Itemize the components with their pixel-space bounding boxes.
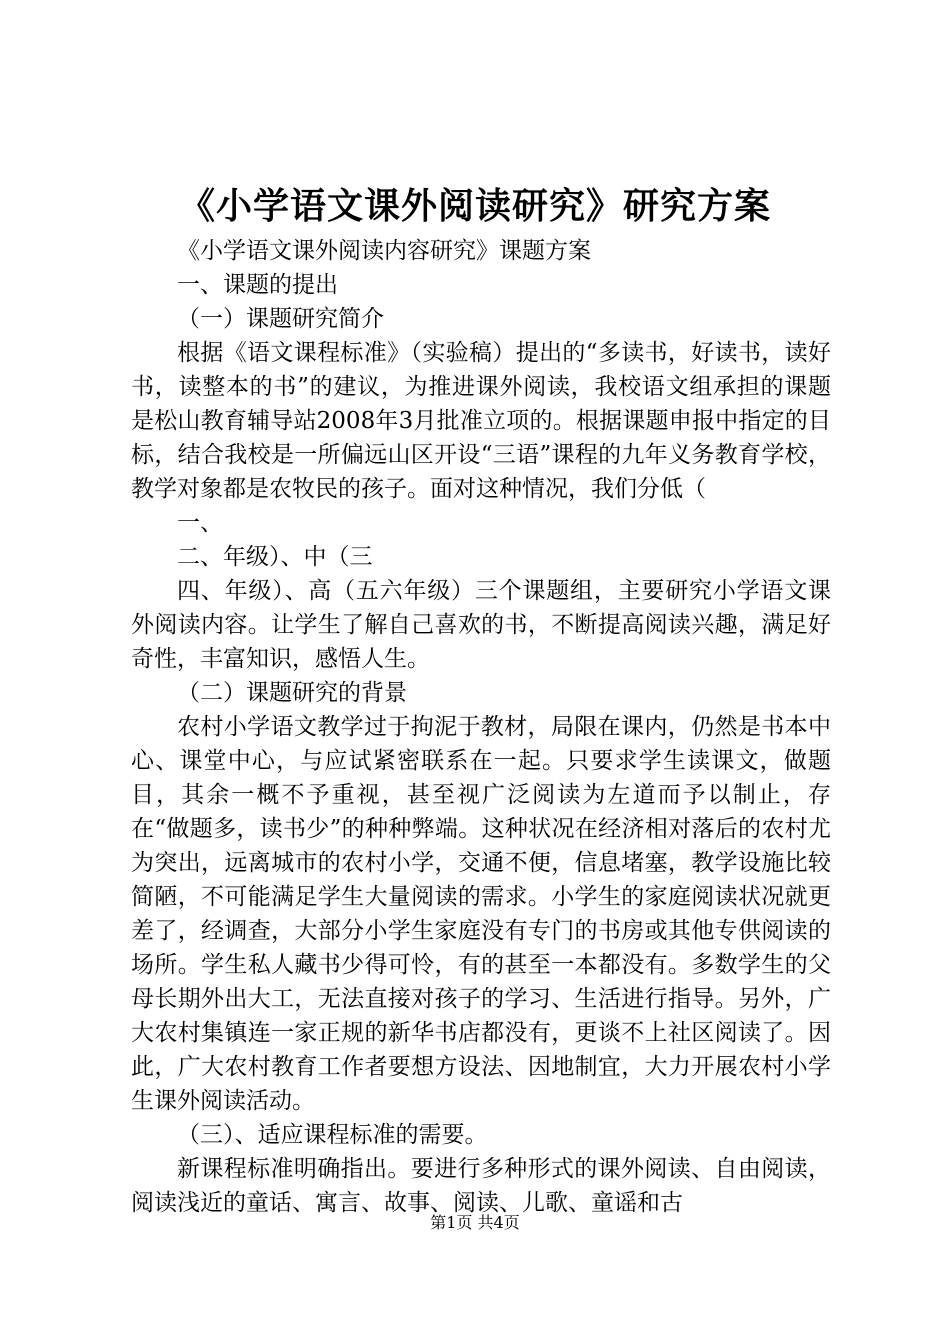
paragraph-fragment-1: 一、 (177, 510, 223, 536)
paragraph-intro: 根据《语文课程标准》（实验稿）提出的“多读书，好读书，读好书，读整本的书”的建议，为推进课外阅读，我校语文组承担的课题是松山教育辅导站2008年3月批准立项的。根据课题申报中指定的目标，结合我校是一所偏远山区开设“三语”课程的九年义务教育学校，教学对象都是农牧民的孩子。面对这种情况，我们分低（ (131, 340, 831, 502)
plan-subtitle: 《小学语文课外阅读内容研究》课题方案 (177, 238, 591, 264)
page-footer: 第1页 共4页 (430, 1213, 520, 1232)
subsection-heading-3: （三）、适应课程标准的需要。 (177, 1122, 488, 1148)
paragraph-groups: 四、年级）、高（五六年级）三个课题组，主要研究小学语文课外阅读内容。让学生了解自己喜欢的书，不断提高阅读兴趣，满足好奇性，丰富知识，感悟人生。 (131, 578, 831, 672)
document-body (131, 234, 831, 1220)
section-heading-1: 一、课题的提出 (177, 272, 338, 298)
subsection-heading-1: （一）课题研究简介 (177, 306, 384, 332)
document-title: 《小学语文课外阅读研究》研究方案 (178, 185, 771, 227)
paragraph-fragment-2: 二、年级）、中（三 (177, 544, 373, 570)
subsection-heading-2: （二）课题研究的背景 (177, 680, 407, 706)
paragraph-standards: 新课程标准明确指出。要进行多种形式的课外阅读、自由阅读，阅读浅近的童话、寓言、故事、阅读、儿歌、童谣和古 (131, 1156, 831, 1216)
paragraph-background: 农村小学语文教学过于拘泥于教材，局限在课内，仍然是书本中心、课堂中心，与应试紧密联系在一起。只要求学生读课文，做题目，其余一概不予重视，甚至视广泛阅读为左道而予以制止，存在“做题多，读书少”的种种弊端。这种状况在经济相对落后的农村尤为突出，远离城市的农村小学，交通不便，信息堵塞，教学设施比较简陋，不可能满足学生大量阅读的需求。小学生的家庭阅读状况就更差了，经调查，大部分小学生家庭没有专门的书房或其他专供阅读的场所。学生私人藏书少得可怜，有的甚至一本都没有。多数学生的父母长期外出大工，无法直接对孩子的学习、生活进行指导。另外，广大农村集镇连一家正规的新华书店都没有，更谈不上社区阅读了。因此，广大农村教育工作者要想方设法、因地制宜，大力开展农村小学生课外阅读活动。 (131, 714, 831, 1114)
